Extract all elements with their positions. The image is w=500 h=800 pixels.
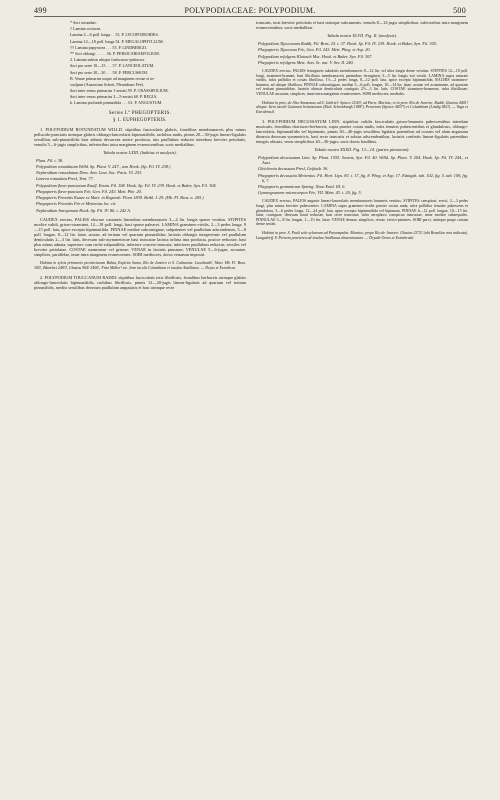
running-title: POLYPODIACEAE: POLYPODIUM. xyxy=(184,6,316,15)
species-description: CAUDEX erectus, PALEIS ferrugineis subulatis membranaceis 8—12 lin. vel ultra longis dense vestitus. STIPITES 12—18 poll. longi, straminei-brunnei, basi fibrillosis membranaceis patentibus ferrugineis 3—5 lin. longis toti vestiti. LAMINA supra saturate viridis, infra pallidior et costas fibrillosa, 1½—2 pedes longa, 8—12 poll. lata, apice excepto bipinnatifida. RACHIS stramineo-brunnea, ad ubique fibrillosa. PINNAE subcontiguae, mediae 5—6 poll. longae, 10—14 lin. latae, acutae vel acuminatae, ad quartam vel tertiam pinnatifidae, laciniis obtusis denticulatis contiguis 2½—3 lin. latis. COSTAE stramineo-brunneae, infra fibrillosae; VENULAE arcuatae, simplices, imae intra marginem evanescentes. SORI mediocres, mediales. xyxy=(256,69,468,97)
right-column xyxy=(256,20,468,241)
plate-reference: Tabula nostra LXIII. (habitus et analysis). xyxy=(103,149,177,155)
synonym: Polypodium refulgens Klotzsch Msc. Hook. et Baker, Syn. Fil. 307. xyxy=(258,53,373,59)
key-line: 2. Lamina subtus ubique furfuraceo-paleacea. xyxy=(70,57,145,63)
synonym: Nephrodium rotundatum Desv. Ann. Linn. Soc. Paris. VI. 253. xyxy=(36,170,143,176)
key-line: Lamina 12—18 poll. longa 54. P. MEGALOPHYLLUM. xyxy=(70,38,164,44)
diagnosis-continued: truncatis, imis breviter petiolatis et basi utrinque subcuneatis, venulis 8—12-jugis simplicibus, inferioribus intra marginem evanescentibus; soris medialibus. xyxy=(256,20,468,31)
synonym: Phegopteris flavo-punctata Fée, Gen. Fil. 243. Mett. Phe. 20. xyxy=(36,188,142,194)
page-header xyxy=(34,6,466,15)
left-page-number: 499 xyxy=(34,6,47,15)
synonym: Lastrea rotundata Presl, Tent. 77. xyxy=(36,176,94,182)
key-line: † Lamina coriacea. xyxy=(70,26,102,32)
synonym: Gleichenia decussata Presl, Gefässb. 36. xyxy=(258,166,329,172)
habitat-note: Habitat in prov. do Alto Amazonas ad S. Gabriel: Spruce 2100!; ad Para: Martius; et in prov. Rio de Janeiro: Raddi, Glaziou 4401! aliique. Item incolit Guianam britannicam (Rich. Schomburgk 1188!), Peruviam (Spruce 4657!) et Columbiam (Lindig 582!). — Vaga et Extrabrasil. xyxy=(256,100,468,115)
key-line: Sori pro serie 20—30 . . . 58. P. PERCUSSUM. xyxy=(70,69,148,75)
synonym: Polypodium Tijuccanum Raddi, Fil. Bras. 25. t. 37. Hook. Sp. Fil. IV. 239. Hook. et Baker, Syn. Fil. 305. xyxy=(258,41,437,47)
header-rule xyxy=(34,16,466,17)
synonymy xyxy=(256,41,468,65)
synonym: Phegopteris Prionitis Fée et Mettenius loc. cit. xyxy=(36,201,117,207)
key-line: b. Lamina profunde pinnatifida . . . 61. P. ANGUSTUM. xyxy=(70,100,163,106)
synonymy xyxy=(34,158,246,213)
synonym: Polypodium rotundatum Willd. Sp. Plant. V. 247., non Hook. (Sp. Fil. IV. 238.) xyxy=(36,164,171,169)
habitat-note: Habitat in prov. S. Pauli solo sylvarum ad Paranapuba: Martius; prope Rio de Janeiro: Glaziou 2372! (ubi Brasiliae non indicata). Langsdorff. E Peruvia praeterea ad insulas Antillanas disseminatum. — Dryadi-Oreas et Extrabrasil. xyxy=(256,231,468,240)
key-line: Sori pro serie 10—15 . . . 57. P. LANCEOLATUM. xyxy=(70,63,155,69)
species-diagnosis: 3. POLYPODIUM DECUSSATUM LINN. stipitibus validis fasciculatis griseo-brunneis pubescentibus interdum muricatis, frondibus chartaceo-herbaceis, supra praeter costas nudis, infra tenuiter pubescentibus et glandulosis, oblongo-lanceolatis, bipinnatifidis vel bipinnatis, pinnis 30—40-jugis sessilibus ligulatis patentibus ad costam vel alam angustam dimecta deorsum symmetricis, basi recte truncatis et subtus adscendentibus, laciniis confertis lineari-ligulatis patentibus integris obtusis, venis simplicibus 20—30-jugis; soris dorsis basilibus. xyxy=(256,118,468,144)
plate-reference: Tabula nostra XXXII. Fig. 13—14. (partes pinnarum). xyxy=(314,147,410,153)
species-description: CAUDEX erectus, PALEIS anguste lineari-lanceolatis membranaceis brunneis vestitus. STIPITES caespitosi, erecti, 2—3 pedes longi, plus minus breviter pubescentes. LAMINA supra gramineo-viridis praeter costas nuda, infra pallidior tenuiter pubescens et glandulosa, 3—6 pedes longa, 12—24 poll. lata, apice excepto bipinnatifida vel bipinnata. PINNAE 6—12 poll. longae, 10—15 lin. latae, contiguae, deorsum haud reductae, basi recte truncatae, infra aerophoro conspicuo instructae, imae modice subaequales. PINNULAE 5—8 lin. longae, 1—1½ lin. latae. VENAE densae, simplices, rectae, erecto-patentes. SORI parvi, utrinque prope costam dense seriati. xyxy=(256,199,468,227)
left-column xyxy=(34,20,246,291)
key-line: * Sori rotundati. xyxy=(70,20,97,25)
synonym: Phegopteris Tijuccana Fée, Gen. Fil. 243. Mett. Pheg. et Asp. 20. xyxy=(258,47,371,53)
synonym: Nephrodium Imrayanum Hook. Sp. Fil. IV. 86. t. 242 A. xyxy=(36,207,131,213)
species-description: CAUDEX erectus, PALEIS obscure castaneis linearibus membranaceis 3—4 lin. longis sparse vestitus. STIPITES modice validi, griseo-straminei, 12—18 poll. longi, basi sparse paleacei. LAMINA gramineo-viridis, 2—3 pedes longa, 9—15 poll. lata, apice excepto bipinnatifida. PINNAE mediae subcontiguae, subpatentes vel paullulum adscendentes, 5—8 poll. longae, 8—12 lin. latae, acutae, ad tertiam vel quartam pinnatifidae, laciniis oblongis integerrimis vel paullulum denticulatis 2—3 lin. latis, deorsum sub-asymmetricae basi truncatae lacinia infima ima producta, postice reductae, basi plus minus adnata, superiore cum rache subparallela, inferiore conceto-truncata; inferiores paullulum reductae, sessiles vel breviter petiolatae. COSTAE stramineae vel griseae; VENAE in laciniis pinnatae; VENULAE 5—6-jugae, arcuatae, simplices, parallelae, imae intra marginem evanescentes. SORI mediocres, dorso venarum impositi. xyxy=(34,216,246,258)
synonym: Phegopteris Prionitis Kunze ex Mart. in Regensb. Flora 1839. Beibl. I. 29. (Hb. Fl. Bras. n. 205.) xyxy=(36,195,204,201)
synonymy xyxy=(256,155,468,195)
series-heading: Series I.ª PHEGOPTERIS. xyxy=(108,110,172,117)
species-diagnosis: 1. POLYPODIUM ROTUNDATUM WILLD. stipitibus fasciculatis glabris, frondibus membranaceis plus minus pellucido-punctatis utrinque glabris oblongo-lanceolatis bipinnatifidis, rachibus nudis, pinnis 20—30-jugis lineari-ligulatis sessilibus sub-pinnatifidis basi adnata decurrens antice producta, inis paullulum reductis interdum breviter petiolatis, venulis 5—6-jugis simplicibus, inferioribus intra marginem evanescentibus; soris medialibus. xyxy=(34,126,246,147)
species-diagnosis: 2. POLYPODIUM TIJUCCANUM RADDI: stipitibus fasciculatis totis fibrillosis, frondibus herbaceis utrinque glabris oblongo-lanceolatis bipinnatifidis, rachibus fibrillosis, pinnis 12—20-jugis lineari-ligulatis ad quartam vel tertiam pinnatifidis, mediis sessilibus deorsum paullulum angustatis et basi utrinque recte xyxy=(34,274,246,290)
key-line: †† Lamina papyracea . . . 55. P. LINDBERGII. xyxy=(70,44,147,50)
right-page-number: 500 xyxy=(453,6,466,15)
synonym: Phegopteris decussata Mettenius. Fil. Hort. Lips. 83. t. 17, fig. 8. Pheg. et Asp. 17. Ettingsh. tab. 102, fig. 5. tab. 109, fig. 6, 7. xyxy=(258,172,468,183)
synonym: Phegopteris refulgens Mett. Ann. Sc. nat. V. Ser. II. 240. xyxy=(258,59,354,65)
habitat-note: Habitat in sylvis primaevis provinciarum Bahia, Espirito Santo, Rio de Janeiro et S. Catharina: Luschnath!, Mart. Hb. Fl. Bras. 305!, Blanchet 2483!, Glaziou 964! 2400!, Fritz Müller! etc. Item incolit Columbiam et insulas Antillanas. — Dryas et Extrabras. xyxy=(34,261,246,271)
key-line: Lamina 2—6 poll. longa . . 53. P. LYCOPODIOIDES. xyxy=(70,32,159,38)
synonym: Gymnogramme microcarpon Fée, VII. Mém. 43. t. 20, fig. 5. xyxy=(258,190,362,196)
synonym: Phegopteris grammicum Spreng. Neue Entd. III. 6. xyxy=(258,183,346,189)
synonym: Polypodium decussatum Linn. Sp. Plant. 1555. Swartz, Syn. Fil. 40. Willd. Sp. Plant. V. 204. Hook. Sp. Fil. IV. 244., et Auct. xyxy=(258,155,468,166)
key-line: ** Sori oblongi . . . . . 56. P. PERSICARIAEFOLIUM. xyxy=(70,50,160,56)
key-line: B. Venae primariae usque ad marginem rectae et in- xyxy=(70,75,155,81)
key-line: Sori inter venas primarias 3—5-seriati 60. P. REGIA. xyxy=(70,94,158,100)
key-line: sculptae (Anaxetum Schott, Pleuridium Fée). xyxy=(70,81,144,87)
key-line: Sori inter venas primarias 1-seriati 59. P. CRASSIFOLIUM. xyxy=(70,88,169,94)
synonym: Polypodium flavo-punctatum Kaulf. Enum. Fil. 108. Hook. Sp. Fil. IV. 239. Hook. et Baker, Syn. Fil. 304. xyxy=(36,182,217,188)
section-heading: § 1. EUPHEGOPTERIS. xyxy=(113,118,167,124)
synonym: Plum. Fil. t. 38. xyxy=(36,157,64,163)
plate-reference: Tabula nostra XLVII. Fig. II. (analysis). xyxy=(326,33,398,39)
species-key xyxy=(34,20,246,105)
